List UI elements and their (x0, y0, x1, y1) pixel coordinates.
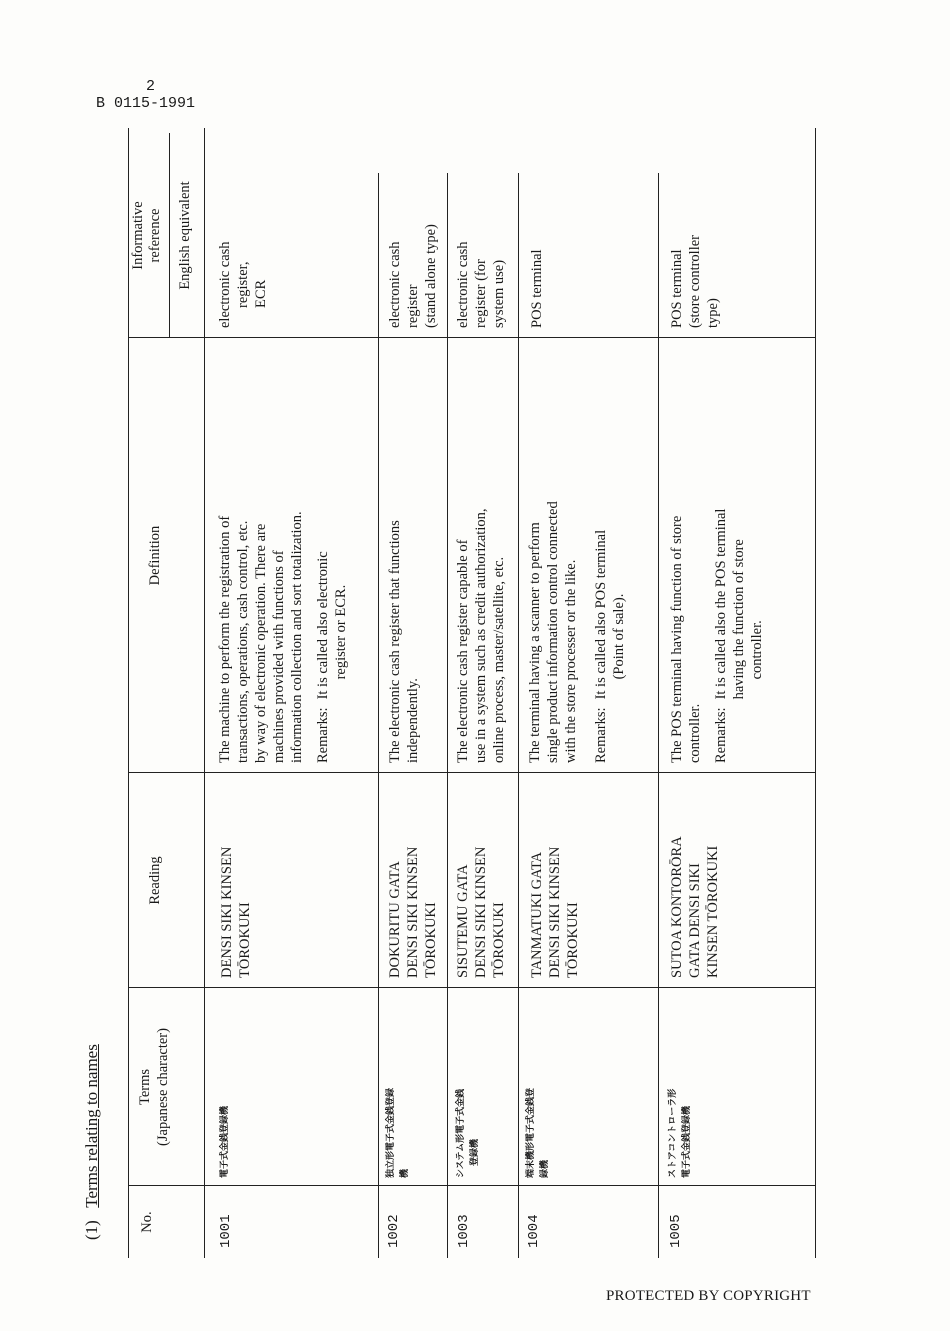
row-no: 1005 (668, 1214, 684, 1248)
row-no: 1003 (456, 1214, 472, 1248)
row-definition: The terminal having a scanner to perform single product information control connected with the store processer or the like. Remarks: It is called also POS terminal (Point of sale). (527, 501, 627, 763)
row-definition: The POS terminal having function of store controller. Remarks: It is called also the POS terminal having the function of store controller. (669, 508, 765, 763)
row-reading: SISUTEMU GATA DENSI SIKI KINSEN TŌROKUKI (455, 846, 507, 978)
row-remarks: Remarks: It is called also electronic register or ECR. (315, 551, 349, 763)
section-title-text: Terms relating to names (82, 1044, 101, 1208)
table-line (128, 987, 815, 988)
table-line (378, 173, 379, 1258)
row-definition: The electronic cash register capable of use in a system such as credit authorization, online process, master/satellite, etc. (455, 508, 507, 763)
table-line (128, 337, 815, 338)
row-term: 独立形電子式金銭登録 機 (386, 1087, 410, 1178)
row-reading: SUTOA KONTORŌRA GATA DENSI SIKI KINSEN TŌROKUKI (669, 836, 721, 978)
header-informative: Informative reference (130, 201, 163, 270)
standard-id: B 0115-1991 (96, 95, 196, 112)
page-number: 2 (146, 78, 156, 95)
header-reading: Reading (147, 856, 163, 905)
table-line (128, 1185, 815, 1186)
row-no: 1004 (526, 1214, 542, 1248)
copyright-footer: PROTECTED BY COPYRIGHT (606, 1288, 811, 1304)
page-header (96, 78, 195, 112)
row-reading: DOKURITU GATA DENSI SIKI KINSEN TŌROKUKI (387, 846, 439, 978)
row-reading: TANMATUKI GATA DENSI SIKI KINSEN TŌROKUKI (529, 846, 581, 978)
row-english: POS terminal (529, 249, 545, 328)
row-term: 端末機形電子式金銭登 録機 (526, 1087, 550, 1178)
table-line (128, 128, 129, 1258)
terms-table (128, 128, 818, 1258)
row-no: 1001 (218, 1214, 234, 1248)
row-reading: DENSI SIKI KINSEN TŌROKUKI (219, 846, 253, 978)
table-line (204, 128, 205, 1258)
header-no: No. (139, 1211, 155, 1233)
header-definition: Definition (147, 525, 163, 586)
row-english: POS terminal (store controller type) (669, 234, 721, 328)
row-term: ストアコントローラ形 電子式金銭登録機 (668, 1088, 692, 1178)
row-english: electronic cash register (for system use) (455, 241, 507, 328)
row-term: 電子式金銭登録機 (220, 1105, 230, 1178)
table-line (128, 772, 815, 773)
section-title (82, 920, 102, 1240)
section-number: (1) (82, 1220, 101, 1240)
header-english: English equivalent (177, 181, 193, 290)
row-definition: The machine to perform the registration of transactions, operations, cash control, etc. by way of electronic operation. There are machines provided with functions of information collection and sort totalization. Remarks: It is called also electronic register or ECR. (217, 511, 349, 763)
row-definition: The electronic cash register that functions independently. (387, 520, 421, 763)
row-remarks: Remarks: It is called also the POS terminal having the function of store controller. (713, 508, 765, 763)
table-line (658, 173, 659, 1258)
table-line (447, 173, 448, 1258)
row-english: electronic cash register (stand alone type) (387, 224, 439, 328)
table-line (815, 128, 816, 1258)
table-line (518, 173, 519, 1258)
table-line (169, 133, 170, 338)
header-terms: Terms (Japanese character) (137, 1028, 171, 1146)
row-english: electronic cash register, ECR (217, 241, 269, 328)
row-remarks: Remarks: It is called also POS terminal (Point of sale). (593, 529, 627, 763)
row-no: 1002 (386, 1214, 402, 1248)
row-term: システム形電子式金銭 登録機 (456, 1088, 480, 1178)
